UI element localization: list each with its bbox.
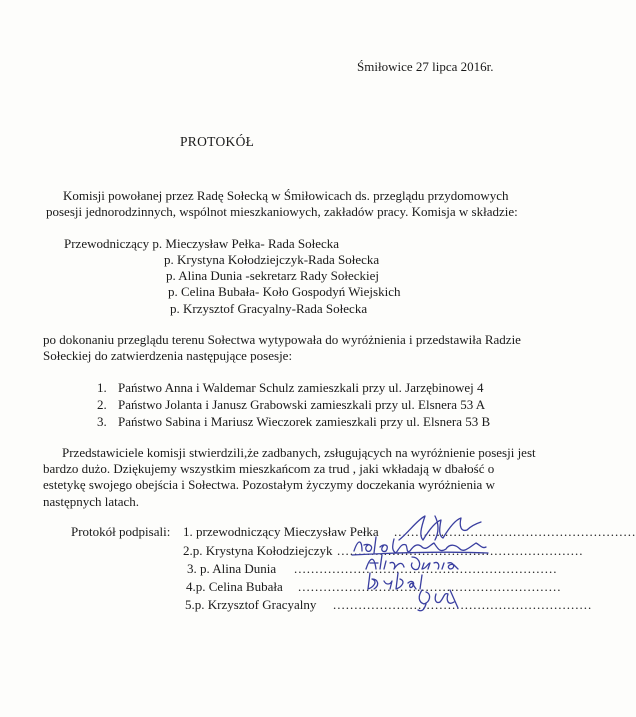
committee-member: p. Krzysztof Gracyalny-Rada Sołecka [170, 301, 368, 316]
committee-member: p. Celina Bubała- Koło Gospodyń Wiejskich [168, 284, 401, 299]
review-line-2: Sołeckiej do zatwierdzenia następujące posesje: [43, 348, 293, 363]
signatory-line: 1. przewodniczący Mieczysław Pełka [183, 524, 379, 539]
committee-member: p. Krystyna Kołodziejczyk-Rada Sołecka [164, 252, 380, 267]
signatures-label: Protokół podpisali: [71, 524, 171, 539]
signature-dots: .............................................................. [294, 561, 558, 576]
closing-line-3: estetykę swojego obejścia i Sołectwa. Pozostałym życzymy doczekania wyróżnienia w [43, 477, 495, 492]
closing-line-4: następnych latach. [43, 494, 140, 509]
committee-chair: Przewodniczący p. Mieczysław Pełka- Rada Sołecka [64, 236, 340, 251]
closing-line-2: bardzo dużo. Dziękujemy wszystkim mieszkańcom za trud , jaki wkładają w dbałość o [43, 461, 495, 476]
signature-dots: .............................................................. [298, 579, 562, 594]
signature-dots: ............................................................. [333, 597, 593, 612]
signature-dots: ......................................................... [394, 524, 636, 539]
award-number: 1. [97, 380, 107, 395]
signature-dots: .......................................................... [337, 543, 584, 558]
intro-line-2: posesji jednorodzinnych, wspólnot mieszkaniowych, zakładów pracy. Komisja w składzie: [46, 204, 518, 219]
signatory-line: 2.p. Krystyna Kołodziejczyk [183, 543, 333, 558]
award-item: Państwo Sabina i Mariusz Wieczorek zamieszkali przy ul. Elsnera 53 B [118, 414, 491, 429]
closing-line-1: Przedstawiciele komisji stwierdzili,że zadbanych, zsługujących na wyróżnienie posesji jest [62, 445, 536, 460]
intro-line-1: Komisji powołanej przez Radę Sołecką w Śmiłowicach ds. przeglądu przydomowych [63, 188, 509, 203]
committee-member: p. Alina Dunia -sekretarz Rady Sołeckiej [166, 268, 379, 283]
award-item: Państwo Jolanta i Janusz Grabowski zamieszkali przy ul. Elsnera 53 A [118, 397, 486, 412]
signatory-line: 4.p. Celina Bubała [186, 579, 283, 594]
award-item: Państwo Anna i Waldemar Schulz zamieszkali przy ul. Jarzębinowej 4 [118, 380, 484, 395]
place-date: Śmiłowice 27 lipca 2016r. [357, 59, 494, 74]
document-title: PROTOKÓŁ [180, 134, 255, 149]
signature-gracyalny [414, 584, 464, 614]
signatory-line: 3. p. Alina Dunia [187, 561, 277, 576]
signatory-line: 5.p. Krzysztof Gracyalny [185, 597, 317, 612]
review-line-1: po dokonaniu przeglądu terenu Sołectwa wytypowała do wyróżnienia i przedstawiła Radzie [43, 332, 521, 347]
award-number: 3. [97, 414, 107, 429]
award-number: 2. [97, 397, 107, 412]
